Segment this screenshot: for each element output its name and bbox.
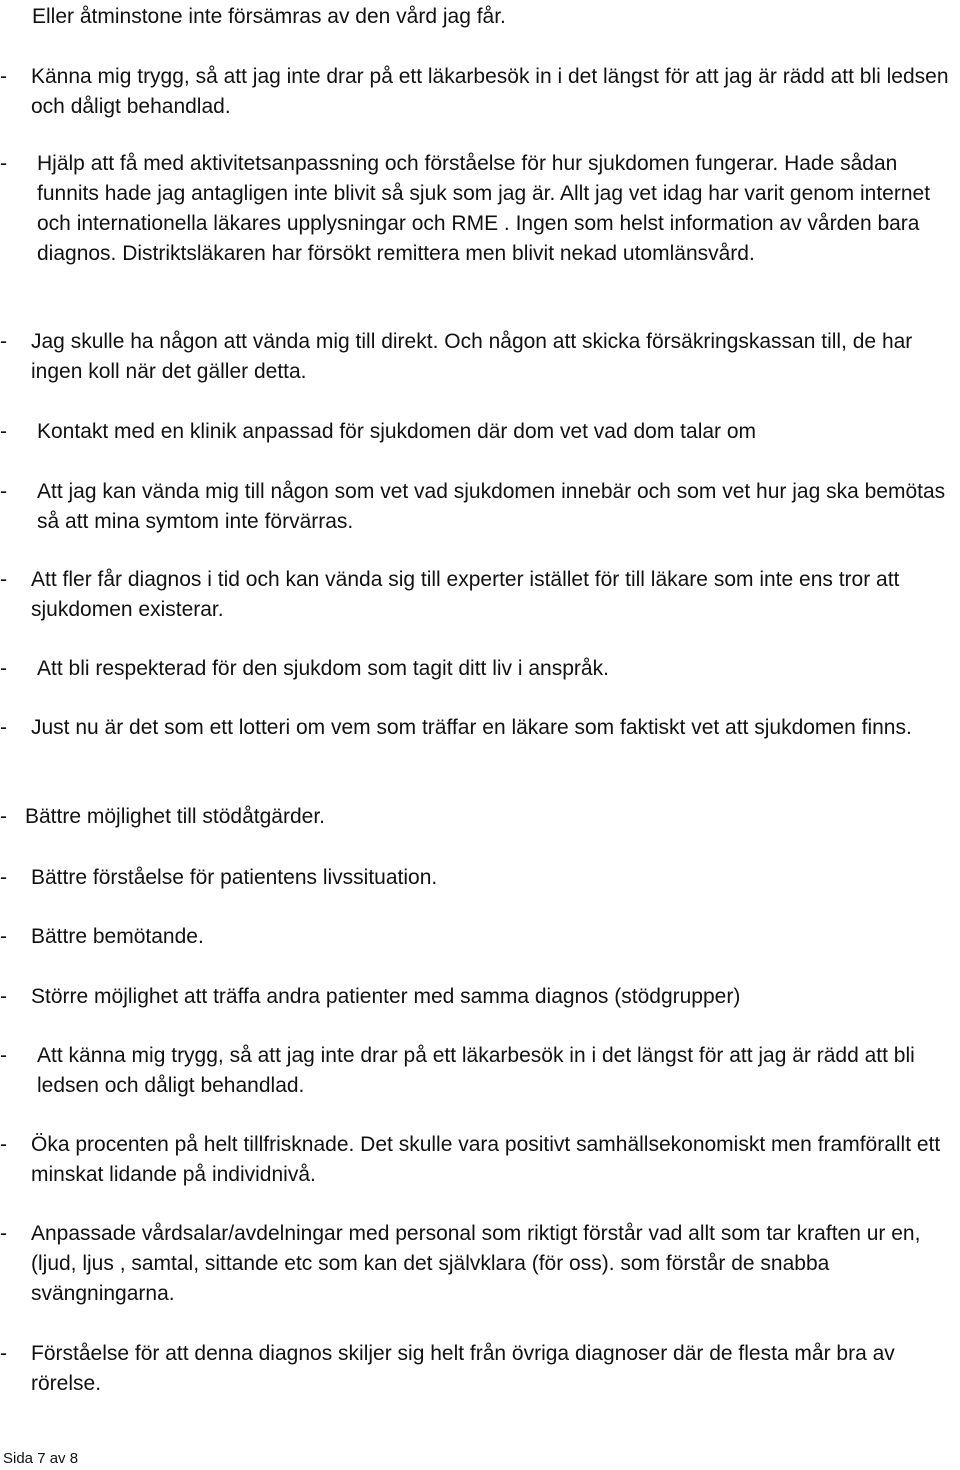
- list-item: [0, 802, 950, 832]
- list-item: [0, 1041, 950, 1101]
- bullet-dash: -: [0, 1222, 7, 1245]
- list-item-text: Jag skulle ha någon att vända mig till direkt. Och någon att skicka försäkringskassan till, de har ingen koll när det gäller detta.: [31, 330, 913, 383]
- bullet-dash: -: [0, 65, 7, 88]
- list-item-text: Att jag kan vända mig till någon som vet vad sjukdomen innebär och som vet hur jag ska bemötas så att mina symtom inte förvärras.: [37, 480, 946, 533]
- bullet-dash: -: [0, 985, 7, 1008]
- bullet-dash: -: [0, 716, 7, 739]
- list-item: [0, 922, 950, 952]
- list-item-text: Att fler får diagnos i tid och kan vända sig till experter istället för till läkare som inte ens tror att sjukdomen existerar.: [31, 568, 900, 621]
- list-item: [0, 1219, 950, 1309]
- list-item: [0, 1130, 950, 1190]
- list-item-text: Känna mig trygg, så att jag inte drar på ett läkarbesök in i det längst för att jag är rädd att bli ledsen och dåligt behandlad.: [31, 65, 949, 118]
- list-item-text: Just nu är det som ett lotteri om vem som träffar en läkare som faktiskt vet att sjukdomen finns.: [31, 716, 912, 739]
- bullet-dash: -: [0, 480, 7, 503]
- list-item-text: Kontakt med en klinik anpassad för sjukdomen där dom vet vad dom talar om: [37, 420, 757, 443]
- list-item-text: Öka procenten på helt tillfrisknade. Det skulle vara positivt samhällsekonomiskt men framförallt ett minskat lidande på individnivå.: [31, 1133, 941, 1186]
- list-item-text: Förståelse för att denna diagnos skiljer sig helt från övriga diagnoser där de flesta mår bra av rörelse.: [31, 1342, 895, 1395]
- bullet-dash: -: [0, 1133, 7, 1156]
- list-item: [0, 149, 950, 269]
- list-item-text: Hjälp att få med aktivitetsanpassning och förståelse för hur sjukdomen fungerar. Hade sådan funnits hade jag antagligen inte blivit så sjuk som jag är. Allt jag vet idag har varit genom internet och internationella läkares upplysningar och RME . Ingen som helst information av vården bara diagnos. Distriktsläkaren har försökt remittera men blivit nekad utomlänsvård.: [37, 152, 931, 265]
- list-item: [0, 417, 950, 447]
- bullet-dash: -: [0, 866, 7, 889]
- list-item: [0, 1339, 950, 1399]
- page-number: Sida 7 av 8: [3, 1450, 79, 1467]
- list-item-text: Bättre förståelse för patientens livssituation.: [31, 866, 438, 889]
- bullet-dash: -: [0, 805, 7, 828]
- intro-text: Eller åtminstone inte försämras av den vård jag får.: [32, 5, 506, 28]
- bullet-dash: -: [0, 925, 7, 948]
- bullet-dash: -: [0, 1044, 7, 1067]
- bullet-dash: -: [0, 330, 7, 353]
- list-item: [0, 477, 950, 537]
- list-item-text: Bättre bemötande.: [31, 925, 204, 948]
- list-item: [0, 565, 950, 625]
- bullet-dash: -: [0, 657, 7, 680]
- bullet-dash: -: [0, 568, 7, 591]
- list-item: [0, 327, 950, 387]
- list-item: [0, 654, 950, 684]
- list-item-text: Att bli respekterad för den sjukdom som tagit ditt liv i anspråk.: [37, 657, 609, 680]
- bullet-dash: -: [0, 1342, 7, 1365]
- list-item: [0, 62, 950, 122]
- list-item-text: Större möjlighet att träffa andra patienter med samma diagnos (stödgrupper): [31, 985, 741, 1008]
- list-item-text: Anpassade vårdsalar/avdelningar med personal som riktigt förstår vad allt som tar kraften ur en, (ljud, ljus , samtal, sittande etc som kan det självklara (för oss). som förstår de snabba svängningarna.: [31, 1222, 921, 1305]
- bullet-dash: -: [0, 152, 7, 175]
- list-item: [0, 713, 950, 743]
- bullet-dash: -: [0, 420, 7, 443]
- list-item-text: Bättre möjlighet till stödåtgärder.: [25, 805, 325, 828]
- list-item-text: Att känna mig trygg, så att jag inte drar på ett läkarbesök in i det längst för att jag är rädd att bli ledsen och dåligt behandlad.: [37, 1044, 915, 1097]
- list-item: [0, 982, 950, 1012]
- list-item: [0, 863, 950, 893]
